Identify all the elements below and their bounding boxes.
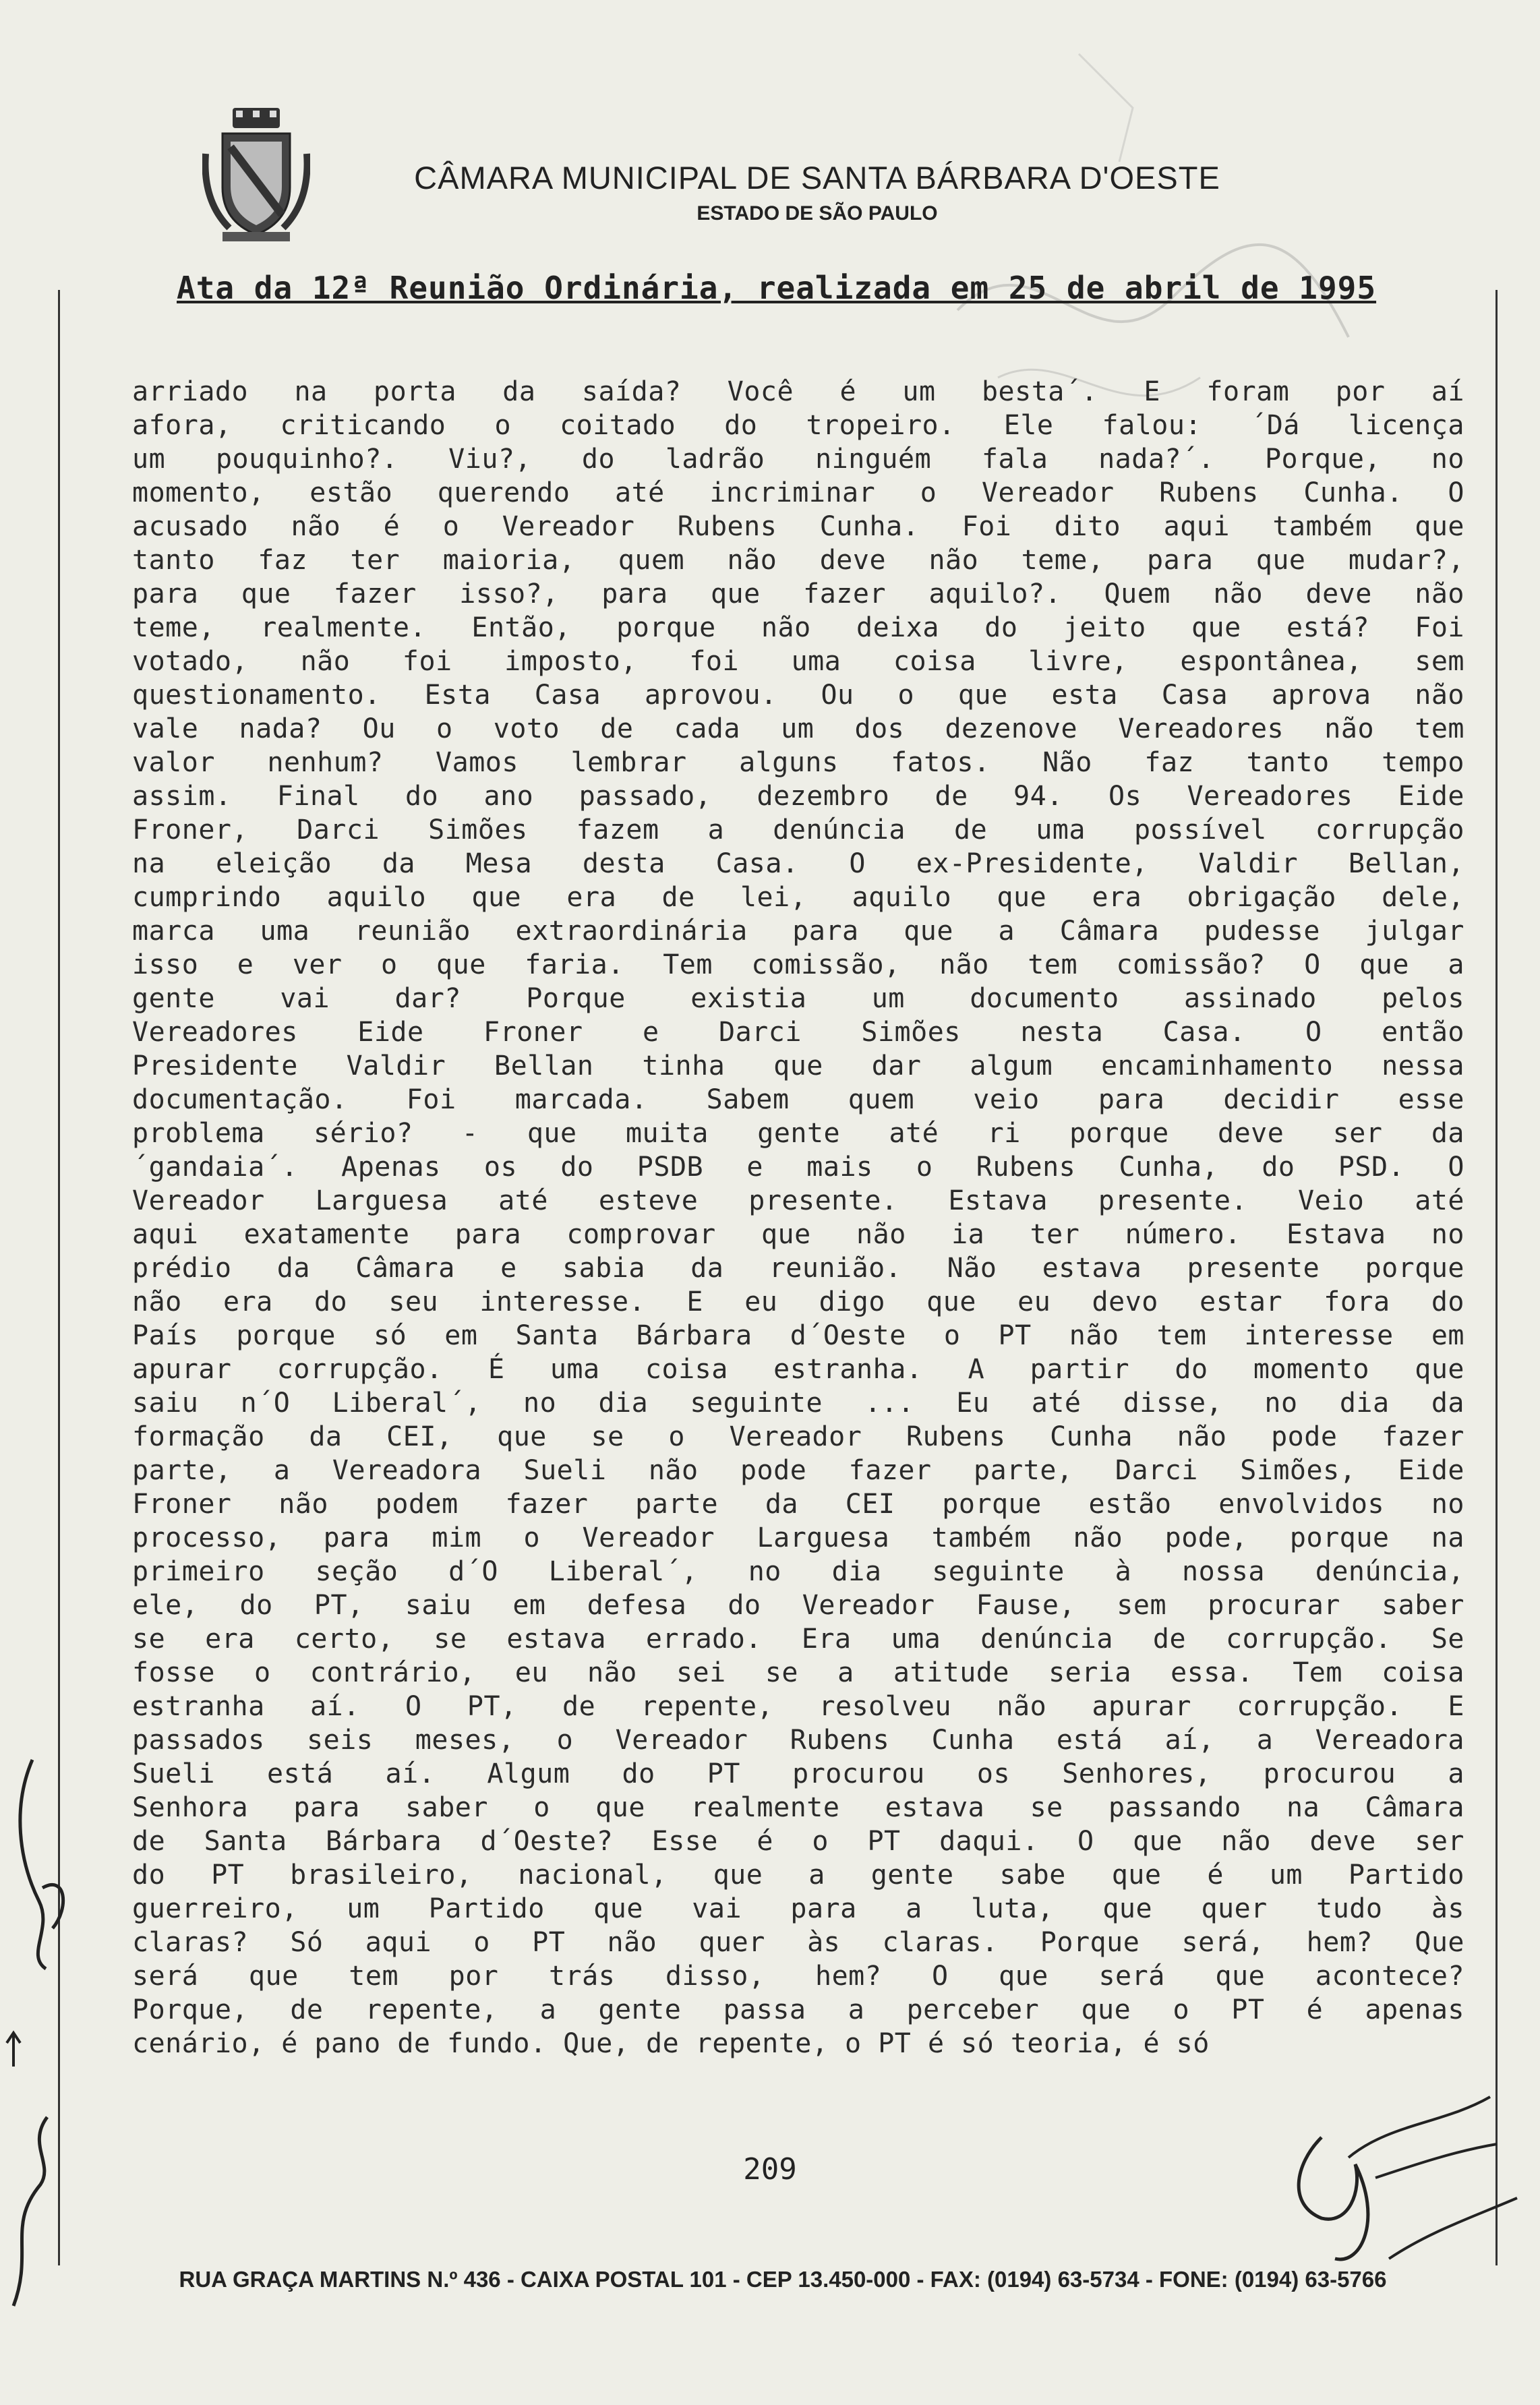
margin-arrow-icon [0,2029,27,2070]
minutes-title: Ata da 12ª Reunião Ordinária, realizada em 25 de abril de 1995 [177,270,1377,306]
body-line: primeiro seção d´O Liberal´, no dia seguinte à nossa denúncia, [132,1556,1464,1587]
body-line: votado, não foi imposto, foi uma coisa livre, espontânea, sem [132,646,1464,677]
body-line: se era certo, se estava errado. Era uma denúncia de corrupção. Se [132,1624,1464,1655]
body-line: Vereadores Eide Froner e Darci Simões nesta Casa. O então [132,1017,1464,1048]
minutes-body [132,375,1464,2060]
body-line: será que tem por trás disso, hem? O que será que acontece? [132,1961,1464,1992]
body-line: acusado não é o Vereador Rubens Cunha. Foi dito aqui também que [132,511,1464,542]
body-line: estranha aí. O PT, de repente, resolveu não apurar corrupção. E [132,1691,1464,1722]
body-line: isso e ver o que faria. Tem comissão, não tem comissão? O que a [132,949,1464,980]
body-line: cumprindo aquilo que era de lei, aquilo que era obrigação dele, [132,882,1464,913]
body-line: passados seis meses, o Vereador Rubens Cunha está aí, a Vereadora [132,1725,1464,1756]
body-line: País porque só em Santa Bárbara d´Oeste o PT não tem interesse em [132,1320,1464,1351]
body-line: do PT brasileiro, nacional, que a gente sabe que é um Partido [132,1860,1464,1891]
body-line: assim. Final do ano passado, dezembro de 94. Os Vereadores Eide [132,781,1464,812]
body-line: de Santa Bárbara d´Oeste? Esse é o PT daqui. O que não deve ser [132,1826,1464,1857]
body-line: claras? Só aqui o PT não quer às claras. Porque será, hem? Que [132,1927,1464,1958]
body-line: teme, realmente. Então, porque não deixa do jeito que está? Foi [132,612,1464,643]
body-line: afora, criticando o coitado do tropeiro. Ele falou: ´Dá licença [132,410,1464,441]
body-line: Porque, de repente, a gente passa a perceber que o PT é apenas [132,1994,1464,2025]
body-line: prédio da Câmara e sabia da reunião. Não estava presente porque [132,1253,1464,1284]
body-line: marca uma reunião extraordinária para que a Câmara pudesse julgar [132,916,1464,947]
body-line: tanto faz ter maioria, quem não deve não teme, para que mudar?, [132,545,1464,576]
body-line: Froner não podem fazer parte da CEI porque estão envolvidos no [132,1489,1464,1520]
institution-name: CÂMARA MUNICIPAL DE SANTA BÁRBARA D'OESTE [414,160,1220,196]
body-line: apurar corrupção. É uma coisa estranha. A partir do momento que [132,1354,1464,1385]
body-line: um pouquinho?. Viu?, do ladrão ninguém fala nada?´. Porque, no [132,444,1464,475]
body-line: momento, estão querendo até incriminar o Vereador Rubens Cunha. O [132,477,1464,508]
body-line: aqui exatamente para comprovar que não ia ter número. Estava no [132,1219,1464,1250]
body-line: ele, do PT, saiu em defesa do Vereador Fause, sem procurar saber [132,1590,1464,1621]
body-line: parte, a Vereadora Sueli não pode fazer parte, Darci Simões, Eide [132,1455,1464,1486]
body-line: Presidente Valdir Bellan tinha que dar algum encaminhamento nessa [132,1050,1464,1081]
body-line: saiu n´O Liberal´, no dia seguinte ... Eu até disse, no dia da [132,1388,1464,1419]
page-number: 209 [743,2152,797,2187]
body-line: ´gandaia´. Apenas os do PSDB e mais o Rubens Cunha, do PSD. O [132,1152,1464,1183]
signatures-icon [1268,2043,1537,2299]
body-line: Sueli está aí. Algum do PT procurou os Senhores, procurou a [132,1758,1464,1789]
body-line: gente vai dar? Porque existia um documento assinado pelos [132,983,1464,1014]
margin-initials-icon [0,2104,67,2319]
body-line: para que fazer isso?, para que fazer aquilo?. Quem não deve não [132,578,1464,610]
body-line: na eleição da Mesa desta Casa. O ex-Presidente, Valdir Bellan, [132,848,1464,879]
body-line: vale nada? Ou o voto de cada um dos dezenove Vereadores não tem [132,713,1464,744]
body-line: não era do seu interesse. E eu digo que eu devo estar fora do [132,1286,1464,1317]
body-line: problema sério? - que muita gente até ri porque deve ser da [132,1118,1464,1149]
body-line: cenário, é pano de fundo. Que, de repente, o PT é só teoria, é só [132,2028,1210,2059]
body-line: fosse o contrário, eu não sei se a atitude seria essa. Tem coisa [132,1657,1464,1688]
footer-address: RUA GRAÇA MARTINS N.º 436 - CAIXA POSTAL 101 - CEP 13.450-000 - FAX: (0194) 63-5734 - FONE: (0194) 63-5766 [179,2267,1387,2292]
body-line: questionamento. Esta Casa aprovou. Ou o que esta Casa aprova não [132,680,1464,711]
body-line: valor nenhum? Vamos lembrar alguns fatos. Não faz tanto tempo [132,747,1464,778]
body-line: guerreiro, um Partido que vai para a luta, que quer tudo às [132,1893,1464,1924]
body-line: formação da CEI, que se o Vereador Rubens Cunha não pode fazer [132,1421,1464,1452]
state-name: ESTADO DE SÃO PAULO [697,202,938,225]
margin-signature-icon [5,1753,80,1982]
body-line: documentação. Foi marcada. Sabem quem veio para decidir esse [132,1084,1464,1115]
right-margin-rule [1495,290,1498,2265]
body-line: arriado na porta da saída? Você é um besta´. E foram por aí [132,376,1464,407]
body-line: Senhora para saber o que realmente estava se passando na Câmara [132,1792,1464,1823]
body-line: Froner, Darci Simões fazem a denúncia de uma possível corrupção [132,814,1464,845]
body-line: processo, para mim o Vereador Larguesa também não pode, porque na [132,1522,1464,1553]
body-line: Vereador Larguesa até esteve presente. Estava presente. Veio até [132,1185,1464,1216]
